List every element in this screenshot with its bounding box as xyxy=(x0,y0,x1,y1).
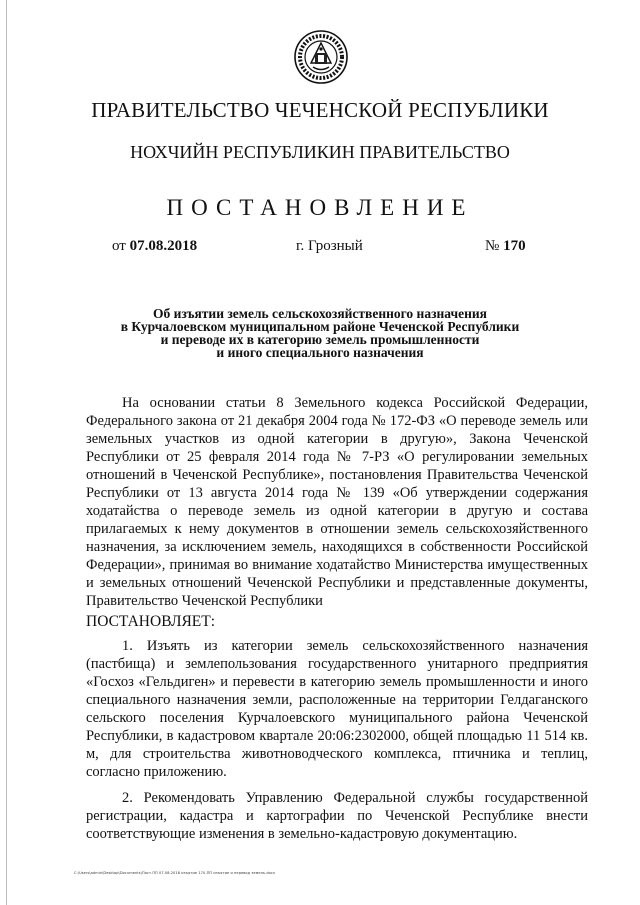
document-type: ПОСТАНОВЛЕНИЕ xyxy=(166,195,474,220)
subject-line: и иного специального назначения xyxy=(216,345,424,360)
government-title-chechen: НОХЧИЙН РЕСПУБЛИКИН ПРАВИТЕЛЬСТВО xyxy=(130,142,510,162)
number-prefix: № xyxy=(485,238,500,254)
subject-line: и переводе их в категорию земель промышленности xyxy=(160,332,480,347)
date-prefix: от xyxy=(112,238,126,254)
clause-1: 1. Изъять из категории земель сельскохозяйственного назначения (пастбища) и землепользования государственного унитарного предприятия «Госхоз «Гельдиген» и перевести в категорию земель промышленности и иного специального назначения земли, расположенные на территории Гелдаганского сельского поселения Курчалоевского муниципального района Чеченской Республики, в кадастровом квартале 20:06:2302000, общей площадью 11 514 кв. м, для строительства животноводческого комплекса, птичника и теплиц, согласно приложению. xyxy=(86,638,588,780)
document-date xyxy=(112,238,197,255)
date-value: 07.08.2018 xyxy=(129,238,198,254)
scan-edge-line xyxy=(6,0,7,905)
document-number xyxy=(485,238,526,255)
government-title: ПРАВИТЕЛЬСТВО ЧЕЧЕНСКОЙ РЕСПУБЛИКИ xyxy=(91,98,549,122)
document-body xyxy=(86,394,588,843)
preamble-paragraph: На основании статьи 8 Земельного кодекса Российской Федерации, Федерального закона от 21 декабря 2004 года № 172-ФЗ «О переводе земель или земельных участков из одной категории в другую», Закона Чеченской Республики от 25 февраля 2014 года № 7-РЗ «О регулировании земельных отношений в Чеченской Республике», постановления Правительства Чеченской Республики от 13 августа 2014 года № 139 «Об утверждении содержания ходатайства о переводе земель из одной категории в другую и состава прилагаемых к нему документов в отношении земель сельскохозяйственного назначения, за исключением земель, находящихся в собственности Российской Федерации», принимая во внимание ходатайство Министерства имущественных и земельных отношений Чеченской Республики и представленные документы, Правительство Чеченской Республики xyxy=(86,395,588,609)
document-subject xyxy=(70,307,570,359)
number-value: 170 xyxy=(503,238,526,254)
clause-2: 2. Рекомендовать Управлению Федеральной службы государственной регистрации, кадастра и картографии по Чеченской Республике внести соответствующие изменения в земельно-кадастровую документацию. xyxy=(86,790,588,842)
file-path-footer: С:\Users\admin\Desktop\Documents\Пост.ПП 07.08.2018 изъятие 170-ПП изъятие и перевод земель.docx xyxy=(74,871,276,875)
coat-of-arms-icon xyxy=(294,30,348,84)
subject-line: Об изъятии земель сельскохозяйственного назначения xyxy=(153,306,487,321)
subject-line: в Курчалоевском муниципальном районе Чеченской Республики xyxy=(120,319,520,334)
document-city: г. Грозный xyxy=(296,238,363,254)
decree-word: ПОСТАНОВЛЯЕТ: xyxy=(86,613,216,630)
